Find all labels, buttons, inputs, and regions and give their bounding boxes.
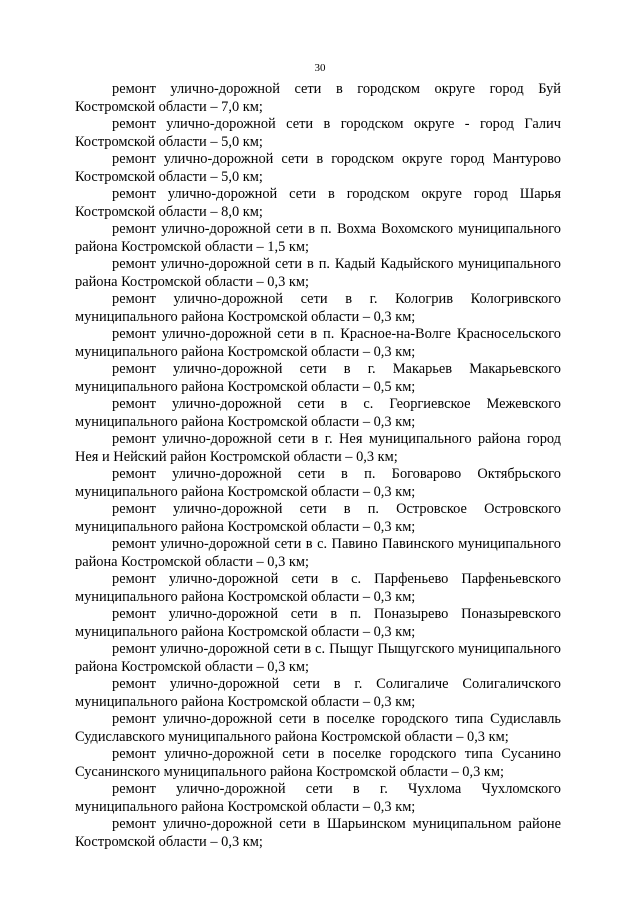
paragraph: ремонт улично-дорожной сети в поселке городского типа Сусанино Сусанинского муниципального района Костромской области – 0,3 км; (75, 746, 561, 780)
paragraph: ремонт улично-дорожной сети в с. Георгиевское Межевского муниципального района Костромской области – 0,3 км; (75, 396, 561, 430)
paragraph: ремонт улично-дорожной сети в г. Кологрив Кологривского муниципального района Костромской области – 0,3 км; (75, 291, 561, 325)
page-number: 30 (314, 62, 326, 74)
paragraph: ремонт улично-дорожной сети в г. Солигаличе Солигаличского муниципального района Костромской области – 0,3 км; (75, 676, 561, 710)
paragraph: ремонт улично-дорожной сети в п. Поназырево Поназыревского муниципального района Костромской области – 0,3 км; (75, 606, 561, 640)
paragraph: ремонт улично-дорожной сети в п. Кадый Кадыйского муниципального района Костромской области – 0,3 км; (75, 256, 561, 290)
paragraph: ремонт улично-дорожной сети в п. Красное-на-Волге Красносельского муниципального района Костромской области – 0,3 км; (75, 326, 561, 360)
paragraph: ремонт улично-дорожной сети в г. Чухлома Чухломского муниципального района Костромской области – 0,3 км; (75, 781, 561, 815)
paragraph: ремонт улично-дорожной сети в поселке городского типа Судиславль Судиславского муниципального района Костромской области – 0,3 км; (75, 711, 561, 745)
paragraph: ремонт улично-дорожной сети в городском округе город Шарья Костромской области – 8,0 км; (75, 186, 561, 220)
paragraph: ремонт улично-дорожной сети в г. Нея муниципального района город Нея и Нейский район Костромской области – 0,3 км; (75, 431, 561, 465)
paragraph: ремонт улично-дорожной сети в п. Островское Островского муниципального района Костромской области – 0,3 км; (75, 501, 561, 535)
paragraph: ремонт улично-дорожной сети в городском округе город Буй Костромской области – 7,0 км; (75, 81, 561, 115)
paragraph: ремонт улично-дорожной сети в п. Боговарово Октябрьского муниципального района Костромской области – 0,3 км; (75, 466, 561, 500)
paragraph: ремонт улично-дорожной сети в городском округе город Мантурово Костромской области – 5,0 км; (75, 151, 561, 185)
document-body (75, 81, 561, 851)
paragraph: ремонт улично-дорожной сети в Шарьинском муниципальном районе Костромской области – 0,3 км; (75, 816, 561, 850)
paragraph: ремонт улично-дорожной сети в г. Макарьев Макарьевского муниципального района Костромской области – 0,5 км; (75, 361, 561, 395)
paragraph: ремонт улично-дорожной сети в с. Пыщуг Пыщугского муниципального района Костромской области – 0,3 км; (75, 641, 561, 675)
paragraph: ремонт улично-дорожной сети в с. Павино Павинского муниципального района Костромской области – 0,3 км; (75, 536, 561, 570)
paragraph: ремонт улично-дорожной сети в городском округе - город Галич Костромской области – 5,0 км; (75, 116, 561, 150)
paragraph: ремонт улично-дорожной сети в с. Парфеньево Парфеньевского муниципального района Костромской области – 0,3 км; (75, 571, 561, 605)
paragraph: ремонт улично-дорожной сети в п. Вохма Вохомского муниципального района Костромской области – 1,5 км; (75, 221, 561, 255)
